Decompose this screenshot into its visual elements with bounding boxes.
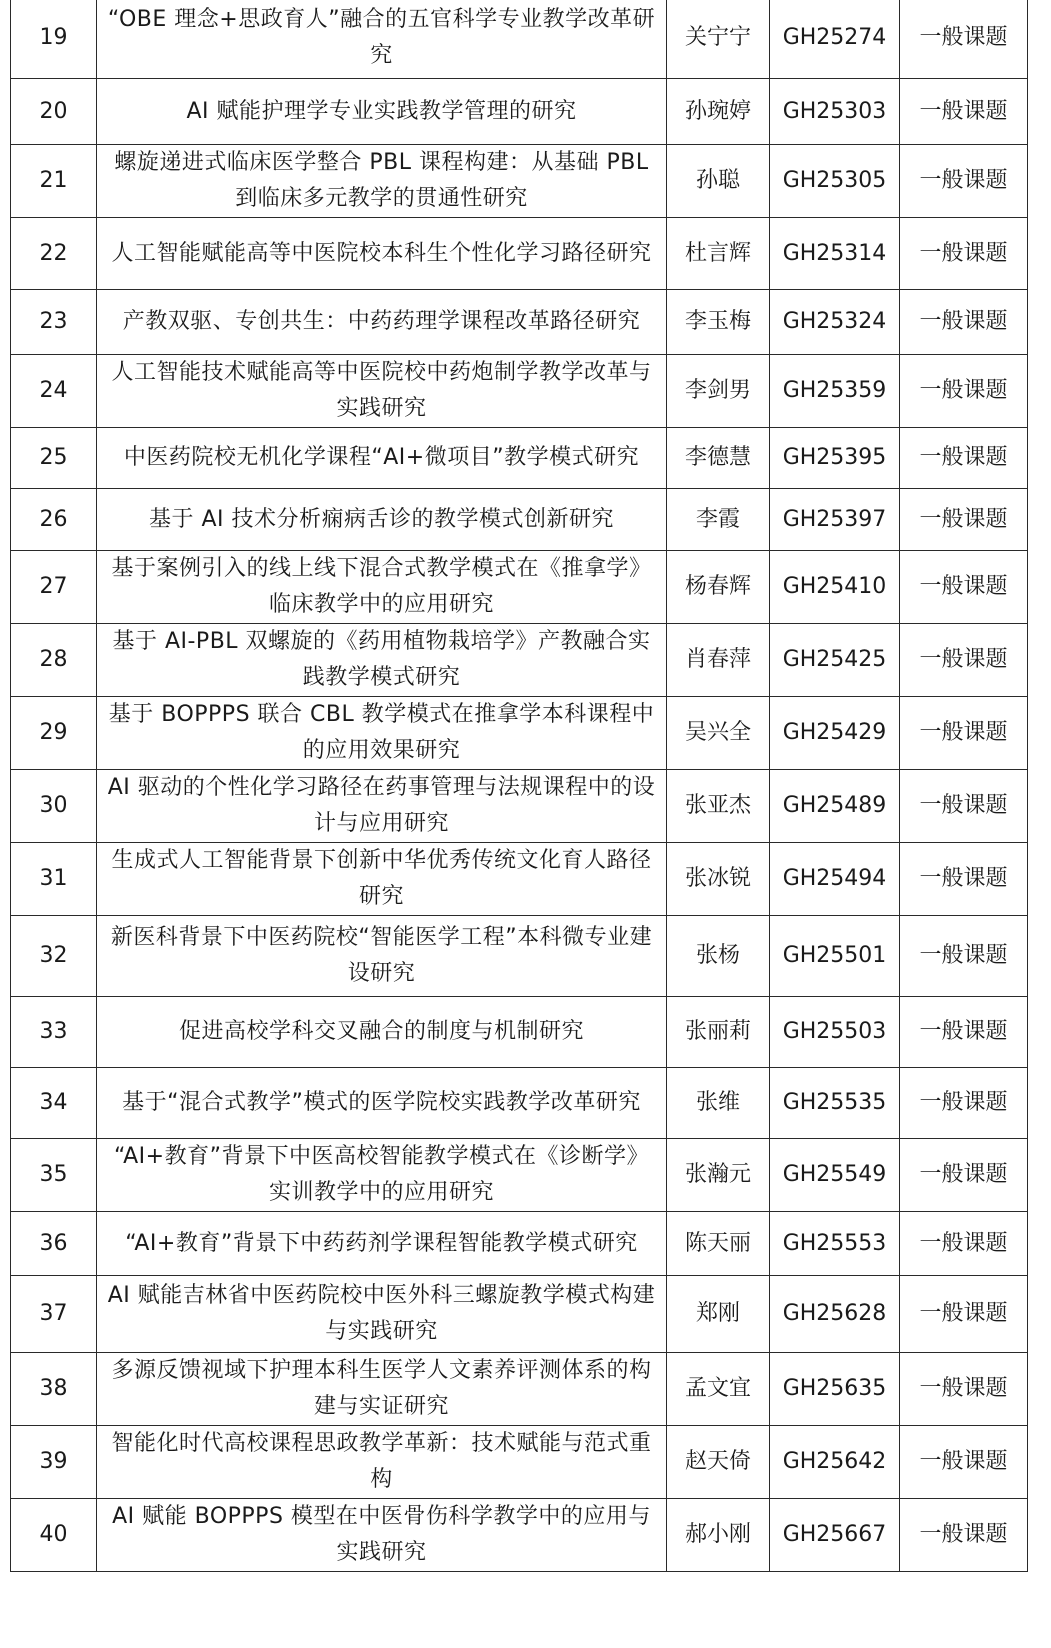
table-row xyxy=(11,916,1028,997)
project-title-cell: 基于 BOPPPS 联合 CBL 教学模式在推拿学本科课程中的应用效果研究 xyxy=(97,697,667,770)
serial-number-cell: 26 xyxy=(11,489,97,551)
principal-name-cell: 郑刚 xyxy=(667,1276,770,1353)
serial-number-cell: 33 xyxy=(11,997,97,1068)
serial-number-cell: 34 xyxy=(11,1068,97,1139)
serial-number-cell: 28 xyxy=(11,624,97,697)
principal-name-cell: 李玉梅 xyxy=(667,290,770,355)
project-code-cell: GH25305 xyxy=(770,145,900,218)
project-code-cell: GH25324 xyxy=(770,290,900,355)
project-type-cell: 一般课题 xyxy=(900,551,1028,624)
principal-name-cell: 张维 xyxy=(667,1068,770,1139)
table-row xyxy=(11,355,1028,428)
serial-number-cell: 27 xyxy=(11,551,97,624)
project-code-cell: GH25314 xyxy=(770,218,900,290)
serial-number-cell: 37 xyxy=(11,1276,97,1353)
serial-number-cell: 30 xyxy=(11,770,97,843)
project-code-cell: GH25535 xyxy=(770,1068,900,1139)
project-title-cell: 基于案例引入的线上线下混合式教学模式在《推拿学》临床教学中的应用研究 xyxy=(97,551,667,624)
project-title-cell: 中医药院校无机化学课程“AI+微项目”教学模式研究 xyxy=(97,428,667,489)
project-code-cell: GH25503 xyxy=(770,997,900,1068)
serial-number-cell: 38 xyxy=(11,1353,97,1426)
project-title-cell: AI 驱动的个性化学习路径在药事管理与法规课程中的设计与应用研究 xyxy=(97,770,667,843)
project-type-cell: 一般课题 xyxy=(900,290,1028,355)
project-title-cell: “AI+教育”背景下中药药剂学课程智能教学模式研究 xyxy=(97,1212,667,1276)
table-row xyxy=(11,1068,1028,1139)
project-type-cell: 一般课题 xyxy=(900,697,1028,770)
project-type-cell: 一般课题 xyxy=(900,1139,1028,1212)
table-body xyxy=(11,0,1028,1572)
table-row xyxy=(11,489,1028,551)
serial-number-cell: 31 xyxy=(11,843,97,916)
principal-name-cell: 郝小刚 xyxy=(667,1499,770,1572)
project-title-cell: 产教双驱、专创共生：中药药理学课程改革路径研究 xyxy=(97,290,667,355)
principal-name-cell: 李霞 xyxy=(667,489,770,551)
project-type-cell: 一般课题 xyxy=(900,997,1028,1068)
project-type-cell: 一般课题 xyxy=(900,916,1028,997)
project-code-cell: GH25397 xyxy=(770,489,900,551)
project-title-cell: 多源反馈视域下护理本科生医学人文素养评测体系的构建与实证研究 xyxy=(97,1353,667,1426)
project-title-cell: 人工智能技术赋能高等中医院校中药炮制学教学改革与实践研究 xyxy=(97,355,667,428)
project-code-cell: GH25628 xyxy=(770,1276,900,1353)
project-title-cell: “OBE 理念+思政育人”融合的五官科学专业教学改革研究 xyxy=(97,0,667,79)
project-code-cell: GH25553 xyxy=(770,1212,900,1276)
serial-number-cell: 32 xyxy=(11,916,97,997)
serial-number-cell: 19 xyxy=(11,0,97,79)
serial-number-cell: 23 xyxy=(11,290,97,355)
project-code-cell: GH25429 xyxy=(770,697,900,770)
project-type-cell: 一般课题 xyxy=(900,145,1028,218)
project-code-cell: GH25501 xyxy=(770,916,900,997)
table-row xyxy=(11,290,1028,355)
project-type-cell: 一般课题 xyxy=(900,1276,1028,1353)
project-code-cell: GH25425 xyxy=(770,624,900,697)
principal-name-cell: 吴兴全 xyxy=(667,697,770,770)
project-type-cell: 一般课题 xyxy=(900,0,1028,79)
project-code-cell: GH25494 xyxy=(770,843,900,916)
project-code-cell: GH25489 xyxy=(770,770,900,843)
project-title-cell: 人工智能赋能高等中医院校本科生个性化学习路径研究 xyxy=(97,218,667,290)
project-type-cell: 一般课题 xyxy=(900,770,1028,843)
principal-name-cell: 李德慧 xyxy=(667,428,770,489)
project-type-cell: 一般课题 xyxy=(900,843,1028,916)
project-code-cell: GH25274 xyxy=(770,0,900,79)
serial-number-cell: 20 xyxy=(11,79,97,145)
project-type-cell: 一般课题 xyxy=(900,1353,1028,1426)
table-row xyxy=(11,997,1028,1068)
principal-name-cell: 肖春萍 xyxy=(667,624,770,697)
project-title-cell: AI 赋能护理学专业实践教学管理的研究 xyxy=(97,79,667,145)
table-row xyxy=(11,1353,1028,1426)
project-title-cell: 螺旋递进式临床医学整合 PBL 课程构建：从基础 PBL 到临床多元教学的贯通性研究 xyxy=(97,145,667,218)
project-list-table xyxy=(10,0,1028,1572)
project-code-cell: GH25410 xyxy=(770,551,900,624)
project-type-cell: 一般课题 xyxy=(900,79,1028,145)
table-row xyxy=(11,551,1028,624)
principal-name-cell: 孙聪 xyxy=(667,145,770,218)
principal-name-cell: 陈天丽 xyxy=(667,1212,770,1276)
serial-number-cell: 24 xyxy=(11,355,97,428)
serial-number-cell: 35 xyxy=(11,1139,97,1212)
project-type-cell: 一般课题 xyxy=(900,489,1028,551)
project-code-cell: GH25303 xyxy=(770,79,900,145)
principal-name-cell: 孙琬婷 xyxy=(667,79,770,145)
project-title-cell: AI 赋能 BOPPPS 模型在中医骨伤科学教学中的应用与实践研究 xyxy=(97,1499,667,1572)
principal-name-cell: 孟文宜 xyxy=(667,1353,770,1426)
project-title-cell: 促进高校学科交叉融合的制度与机制研究 xyxy=(97,997,667,1068)
serial-number-cell: 39 xyxy=(11,1426,97,1499)
table-row xyxy=(11,145,1028,218)
principal-name-cell: 张冰锐 xyxy=(667,843,770,916)
table-row xyxy=(11,1499,1028,1572)
project-code-cell: GH25359 xyxy=(770,355,900,428)
project-code-cell: GH25667 xyxy=(770,1499,900,1572)
project-title-cell: 智能化时代高校课程思政教学革新：技术赋能与范式重构 xyxy=(97,1426,667,1499)
principal-name-cell: 张杨 xyxy=(667,916,770,997)
principal-name-cell: 杨春辉 xyxy=(667,551,770,624)
project-type-cell: 一般课题 xyxy=(900,1426,1028,1499)
principal-name-cell: 杜言辉 xyxy=(667,218,770,290)
project-type-cell: 一般课题 xyxy=(900,1212,1028,1276)
table-row xyxy=(11,218,1028,290)
principal-name-cell: 李剑男 xyxy=(667,355,770,428)
table-row xyxy=(11,1139,1028,1212)
serial-number-cell: 21 xyxy=(11,145,97,218)
project-title-cell: 新医科背景下中医药院校“智能医学工程”本科微专业建设研究 xyxy=(97,916,667,997)
project-title-cell: 基于“混合式教学”模式的医学院校实践教学改革研究 xyxy=(97,1068,667,1139)
project-type-cell: 一般课题 xyxy=(900,355,1028,428)
table-row xyxy=(11,843,1028,916)
principal-name-cell: 张丽莉 xyxy=(667,997,770,1068)
table-row xyxy=(11,79,1028,145)
project-code-cell: GH25635 xyxy=(770,1353,900,1426)
project-title-cell: “AI+教育”背景下中医高校智能教学模式在《诊断学》实训教学中的应用研究 xyxy=(97,1139,667,1212)
project-type-cell: 一般课题 xyxy=(900,624,1028,697)
serial-number-cell: 36 xyxy=(11,1212,97,1276)
principal-name-cell: 关宁宁 xyxy=(667,0,770,79)
project-code-cell: GH25642 xyxy=(770,1426,900,1499)
project-type-cell: 一般课题 xyxy=(900,1068,1028,1139)
project-code-cell: GH25395 xyxy=(770,428,900,489)
project-type-cell: 一般课题 xyxy=(900,1499,1028,1572)
table-row xyxy=(11,0,1028,79)
table-row xyxy=(11,624,1028,697)
principal-name-cell: 张瀚元 xyxy=(667,1139,770,1212)
serial-number-cell: 40 xyxy=(11,1499,97,1572)
table-row xyxy=(11,428,1028,489)
principal-name-cell: 赵天倚 xyxy=(667,1426,770,1499)
project-type-cell: 一般课题 xyxy=(900,218,1028,290)
project-type-cell: 一般课题 xyxy=(900,428,1028,489)
serial-number-cell: 25 xyxy=(11,428,97,489)
project-title-cell: AI 赋能吉林省中医药院校中医外科三螺旋教学模式构建与实践研究 xyxy=(97,1276,667,1353)
table-row xyxy=(11,697,1028,770)
principal-name-cell: 张亚杰 xyxy=(667,770,770,843)
project-title-cell: 基于 AI-PBL 双螺旋的《药用植物栽培学》产教融合实践教学模式研究 xyxy=(97,624,667,697)
table-row xyxy=(11,1426,1028,1499)
project-code-cell: GH25549 xyxy=(770,1139,900,1212)
project-title-cell: 生成式人工智能背景下创新中华优秀传统文化育人路径研究 xyxy=(97,843,667,916)
table-row xyxy=(11,770,1028,843)
serial-number-cell: 29 xyxy=(11,697,97,770)
serial-number-cell: 22 xyxy=(11,218,97,290)
project-title-cell: 基于 AI 技术分析痫病舌诊的教学模式创新研究 xyxy=(97,489,667,551)
table-row xyxy=(11,1276,1028,1353)
table-row xyxy=(11,1212,1028,1276)
